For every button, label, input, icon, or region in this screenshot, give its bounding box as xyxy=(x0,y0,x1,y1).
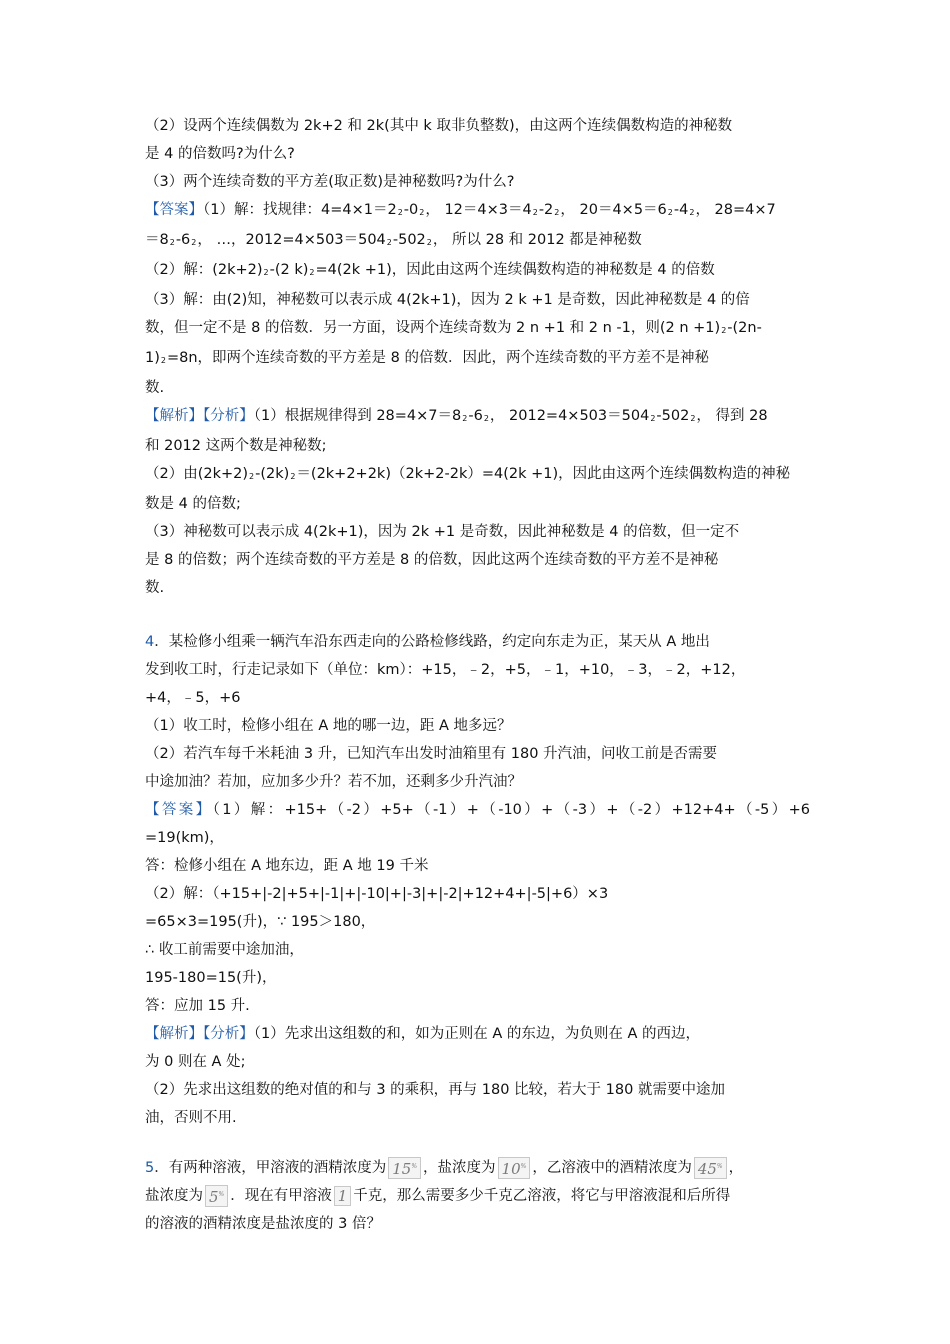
document-page xyxy=(145,112,810,1238)
formula-image: 5% xyxy=(205,1185,228,1207)
answer-tag: 【答案】 xyxy=(145,202,203,218)
q3-sub3: （3）两个连续奇数的平方差(取正数)是神秘数吗?为什么? xyxy=(145,174,515,190)
q4-answer-1: 【答案】（1）解：+15+（-2）+5+（-1）+（-10）+（-3）+（-2）+12+4+（-5）+6 =19(km)， 答：检修小组在 A 地东边，距 A 地 19 千米 xyxy=(145,802,811,874)
q4-answer-2: （2）解：（+15+|-2|+5+|-1|+|-10|+|-3|+|-2|+12+4+|-5|+6）×3 =65×3=195(升)，∵ 195＞180， ∴ 收工前需要中途加油， 195-180=15(升)， 答：应加 15 升. xyxy=(145,886,609,1014)
q3-analysis-2: （2）由$(2k+2)_2-(2k)_2=(2k+2+2k)(2k+2-2k)=4(2k +1)$，因此由这两个连续偶数构造的神秘 数是 4 的倍数; xyxy=(145,466,791,512)
q3-answer-2: （2）解：$(2k+2)_2-(2$ $k)_2=4(2k +1)$，因此由这两个连续偶数构造的神秘数是 4 的倍数 xyxy=(145,262,715,278)
formula-image: 10% xyxy=(498,1157,531,1179)
section-gap xyxy=(145,1132,810,1154)
q3-analysis-3: （3）神秘数可以表示成 4(2k+1)，因为 2k +1 是奇数，因此神秘数是 4 的倍数，但一定不 是 8 的倍数；两个连续奇数的平方差是 8 的倍数，因此这两个连续奇数的平方差不是神秘 数. xyxy=(145,524,740,596)
q5-stem: 5．有两种溶液，甲溶液的酒精浓度为 15% ，盐浓度为 10% ，乙溶液中的酒精浓度为 45% ， 盐浓度为 5% ．现在有甲溶液 1 千克，那么需要多少千克乙溶液，将它与甲溶液混和后所得 的溶液的酒精浓度是盐浓度的 3 倍？ xyxy=(145,1154,810,1238)
analysis-tag: 【解析】【分析】 xyxy=(145,1026,254,1042)
q3-analysis-1: 【解析】【分析】（1）根据规律得到 $28=4\times 7=8_2-6_2$， $2012=4\times 503=504_2-502_2$， 得到 28 和 2012 这两个数是神秘数; xyxy=(145,408,768,454)
q3-answer-1: 【答案】（1）解：找规律：$4=4\times 1=2_2-0_2$， $12=4\times 3=4_2-2_2$， $20=4\times 5=6_2-4_2$， 28=4×7 $=8_2-6_2$， …，$2012=4\times 503=504_2-502_2$， 所以 28 和 2012 都是神秘数 xyxy=(145,202,776,248)
q3-answer-3: （3）解：由(2)知，神秘数可以表示成 4(2k+1)，因为 2 k +1 是奇数，因此神秘数是 4 的倍 数，但一定不是 8 的倍数．另一方面，设两个连续奇数为 2 n +1 和 2 n -1，则(2 $n +1)_2-(2n-$ $1)_2=8n$，即两个连续奇数的平方差是 8 的倍数．因此，两个连续奇数的平方差不是神秘 数. xyxy=(145,292,762,396)
section-gap xyxy=(145,602,810,628)
q4-stem: 4．某检修小组乘一辆汽车沿东西走向的公路检修线路，约定向东走为正，某天从 A 地出 发到收工时，行走记录如下（单位：km）：+15，﹣2，+5，﹣1，+10，﹣3，﹣2，+12， +4，﹣5，+6 xyxy=(145,634,746,706)
formula-image: 15% xyxy=(388,1157,421,1179)
q4-sub1: （1）收工时，检修小组在 A 地的哪一边，距 A 地多远？ xyxy=(145,718,512,734)
q4-analysis-1: 【解析】【分析】（1）先求出这组数的和，如为正则在 A 的东边，为负则在 A 的西边， 为 0 则在 A 处; xyxy=(145,1026,700,1070)
q3-sub2: （2）设两个连续偶数为 2k+2 和 2k(其中 k 取非负整数)，由这两个连续偶数构造的神秘数 是 4 的倍数吗?为什么? xyxy=(145,118,733,162)
q4-analysis-2: （2）先求出这组数的绝对值的和与 3 的乘积，再与 180 比较，若大于 180 就需要中途加 油，否则不用. xyxy=(145,1082,725,1126)
formula-image: 1 xyxy=(334,1186,352,1206)
q4-sub2: （2）若汽车每千米耗油 3 升，已知汽车出发时油箱里有 180 升汽油，问收工前是否需要 中途加油？若加，应加多少升？若不加，还剩多少升汽油？ xyxy=(145,746,718,790)
formula-image: 45% xyxy=(694,1157,727,1179)
question-number: 5 xyxy=(145,1160,155,1176)
answer-tag: 【答案】 xyxy=(145,802,213,818)
analysis-tag: 【解析】【分析】 xyxy=(145,408,254,424)
question-number: 4 xyxy=(145,634,155,650)
